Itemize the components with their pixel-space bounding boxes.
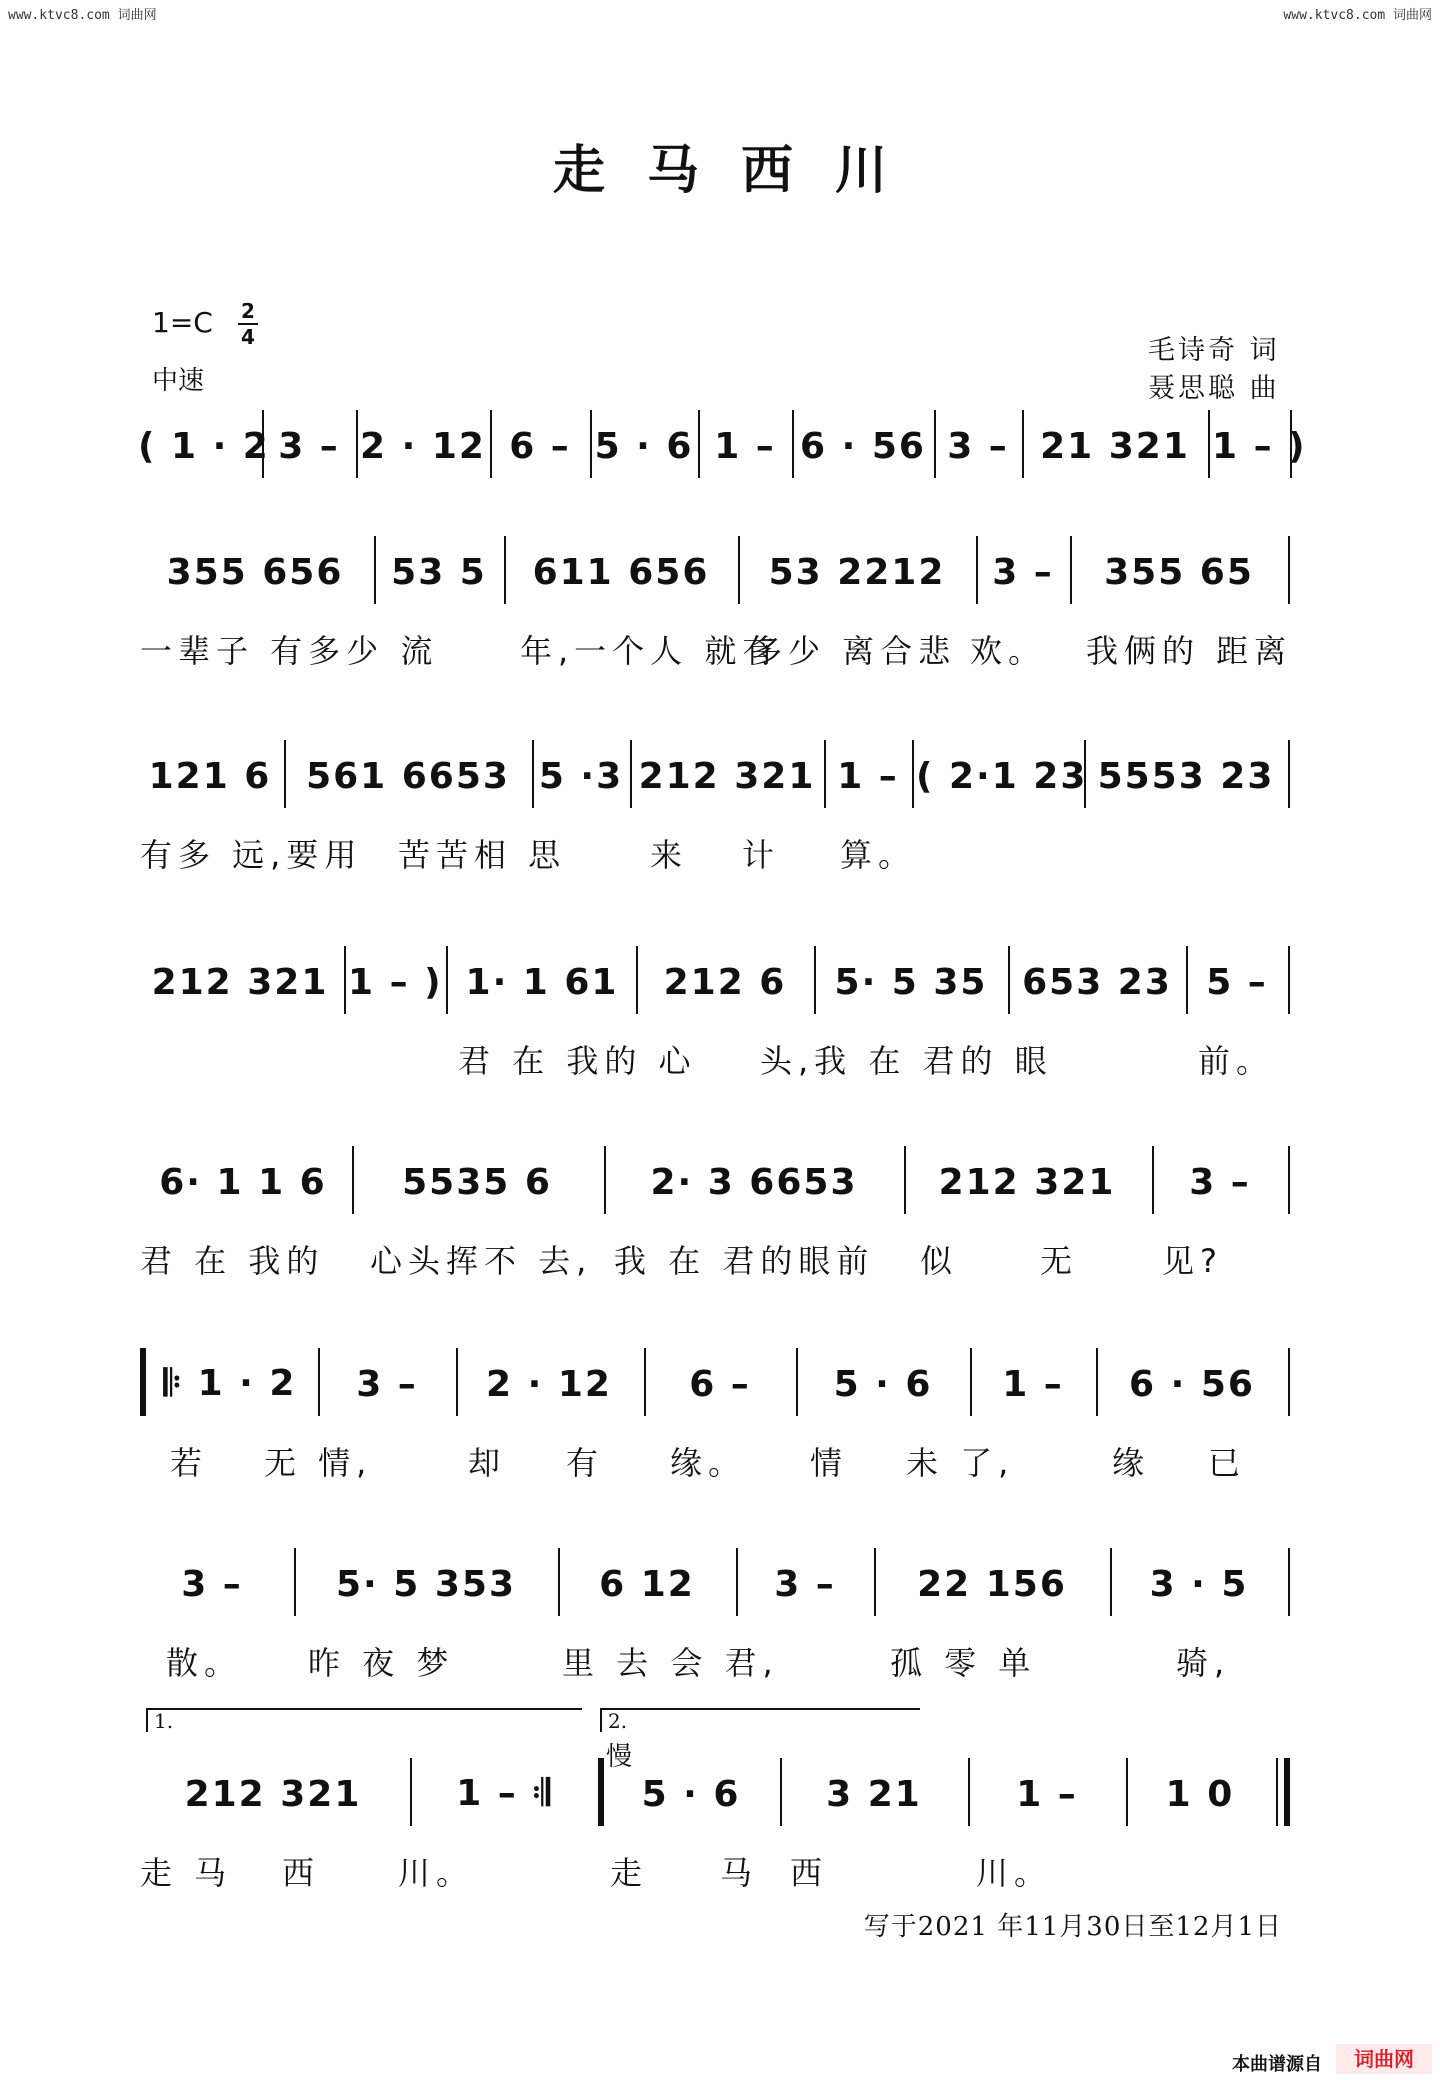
lyric-text: 我俩的 距离 (1086, 632, 1293, 670)
measure: 3 – (992, 551, 1054, 593)
lyric-text: 多少 离合悲 (750, 632, 957, 670)
measure: 3 – (278, 425, 340, 467)
volta-bracket-1: 1. (146, 1708, 582, 1732)
barline (698, 410, 700, 478)
measure: 611 656 (532, 551, 710, 593)
measure: 6 · 56 (1129, 1363, 1255, 1405)
barline (636, 946, 638, 1014)
barline (1288, 1348, 1290, 1416)
tempo-marking: 中速 (152, 366, 205, 396)
barline (294, 1548, 296, 1616)
measure: 653 23 (1022, 961, 1172, 1003)
barline (410, 1758, 412, 1826)
composer-credit: 聂思聪 曲 (1148, 373, 1280, 404)
lyric-text: 却 (468, 1444, 507, 1482)
barline (912, 740, 914, 808)
time-signature (236, 300, 260, 348)
measure: 6· 1 1 6 (159, 1161, 327, 1203)
barline (630, 740, 632, 808)
measure: ( 2·1 23 (916, 755, 1088, 797)
barline (1186, 946, 1188, 1014)
measure: 5 · 6 (833, 1363, 933, 1405)
barline (824, 740, 826, 808)
lyric-text: 西 (790, 1854, 829, 1892)
measure: 1 – (837, 755, 899, 797)
barline (590, 410, 592, 478)
barline (1110, 1548, 1112, 1616)
measure: 1 – (1016, 1773, 1078, 1815)
measure: 1· 1 61 (465, 961, 619, 1003)
watermark-right: www.ktvc8.com 词曲网 (1283, 8, 1432, 23)
barline (934, 410, 936, 478)
lyric-text: 有 (566, 1444, 605, 1482)
site-logo: 词曲网 (1336, 2044, 1432, 2074)
watermark-left: www.ktvc8.com 词曲网 (8, 8, 157, 23)
lyricist-credit: 毛诗奇 词 (1148, 335, 1280, 366)
measure: 212 321 (184, 1773, 362, 1815)
time-signature-bottom: 4 (241, 325, 255, 349)
song-title: 走马西川 (552, 141, 929, 201)
barline (874, 1548, 876, 1616)
barline (374, 536, 376, 604)
lyric-text: 似 (920, 1242, 959, 1280)
lyric-text: 有多 远,要用 (140, 836, 363, 874)
barline (1288, 740, 1290, 808)
measure: 5· 5 353 (336, 1563, 516, 1605)
lyric-text: 走 马 (140, 1854, 233, 1892)
barline (738, 536, 740, 604)
barline (970, 1348, 972, 1416)
lyric-text: 马 (720, 1854, 759, 1892)
measure: 6 – (689, 1363, 751, 1405)
barline (968, 1758, 970, 1826)
measure: 3 · 5 (1149, 1563, 1249, 1605)
barline (604, 1146, 606, 1214)
thick-barline (1284, 1758, 1290, 1826)
barline (1276, 1758, 1278, 1826)
measure: 3 – (1189, 1161, 1251, 1203)
measure: 355 65 (1104, 551, 1254, 593)
barline (1288, 536, 1290, 604)
lyric-text: 缘 (1112, 1444, 1151, 1482)
measure: 212 321 (151, 961, 329, 1003)
barline (1126, 1758, 1128, 1826)
measure: 1 – (714, 425, 776, 467)
barline (796, 1348, 798, 1416)
barline (1208, 410, 1210, 478)
barline (814, 946, 816, 1014)
lyric-text: 孤 零 单 (890, 1644, 1037, 1682)
lyric-text: 见? (1162, 1242, 1223, 1280)
measure: 21 321 (1040, 425, 1190, 467)
measure: 𝄆 1 · 2 (163, 1363, 297, 1404)
barline (1288, 1146, 1290, 1214)
measure: 1 – (1002, 1363, 1064, 1405)
barline (344, 946, 346, 1014)
key-signature: 1=C (152, 306, 213, 339)
lyric-text: 走 (610, 1854, 649, 1892)
measure: 3 – (947, 425, 1009, 467)
measure: 212 321 (938, 1161, 1116, 1203)
barline (262, 410, 264, 478)
measure: 5 · 6 (594, 425, 694, 467)
thick-barline (140, 1348, 146, 1416)
barline (780, 1758, 782, 1826)
barline (1096, 1348, 1098, 1416)
lyric-text: 情 (810, 1444, 849, 1482)
measure: 3 21 (826, 1773, 922, 1815)
measure: 355 656 (166, 551, 344, 593)
lyric-text: 头,我 在 君的 眼 (760, 1042, 1053, 1080)
measure: 3 – (181, 1563, 243, 1605)
measure: 2 · 12 (486, 1363, 612, 1405)
lyric-text: 年,一个人 就有 (520, 632, 781, 670)
barline (1084, 740, 1086, 808)
barline (792, 410, 794, 478)
slow-marking: 慢 (606, 1742, 633, 1772)
lyric-text: 一辈子 有多少 流 (140, 632, 439, 670)
barline (456, 1348, 458, 1416)
source-note: 本曲谱源自 (1232, 2054, 1322, 2075)
measure: 5 · 6 (641, 1773, 741, 1815)
composition-date: 写于2021 年11月30日至12月1日 (863, 1912, 1282, 1942)
lyric-text: 君 在 我的 心 (458, 1042, 697, 1080)
barline (1152, 1146, 1154, 1214)
measure: 5· 5 35 (834, 961, 988, 1003)
lyric-text: 无 情, (264, 1444, 373, 1482)
measure: 212 6 (663, 961, 787, 1003)
barline (1022, 410, 1024, 478)
measure: 22 156 (917, 1563, 1067, 1605)
barline (1070, 536, 1072, 604)
measure: 6 · 56 (800, 425, 926, 467)
lyric-text: 川。 (398, 1854, 475, 1892)
measure: 1 – ) (348, 961, 443, 1003)
lyric-text: 里 去 会 君, (562, 1644, 779, 1682)
lyric-text: 欢。 (970, 632, 1047, 670)
barline (490, 410, 492, 478)
measure: 2 · 12 (360, 425, 486, 467)
thick-barline (598, 1758, 604, 1826)
measure: 6 – (509, 425, 571, 467)
barline (356, 410, 358, 478)
measure: 3 – (356, 1363, 418, 1405)
barline (318, 1348, 320, 1416)
measure: 53 2212 (768, 551, 946, 593)
measure: 1 – ) (1212, 425, 1307, 467)
barline (352, 1146, 354, 1214)
measure: 212 321 (638, 755, 816, 797)
lyric-text: 无 (1040, 1242, 1079, 1280)
barline (532, 740, 534, 808)
lyric-text: 川。 (976, 1854, 1053, 1892)
barline (284, 740, 286, 808)
lyric-text: 苦苦相 思 (398, 836, 567, 874)
barline (644, 1348, 646, 1416)
measure: 6 12 (599, 1563, 695, 1605)
volta-bracket-2: 2. (600, 1708, 920, 1732)
barline (558, 1548, 560, 1616)
lyric-text: 君 在 我的 (140, 1242, 325, 1280)
lyric-text: 来 (650, 836, 689, 874)
lyric-text: 未 了, (906, 1444, 1015, 1482)
barline (736, 1548, 738, 1616)
measure: 5 – (1206, 961, 1268, 1003)
measure: 53 5 (391, 551, 487, 593)
lyric-text: 心头挥不 去, (370, 1242, 593, 1280)
measure: 2· 3 6653 (650, 1161, 858, 1203)
time-signature-top: 2 (241, 299, 255, 323)
barline (1290, 410, 1292, 478)
barline (1288, 946, 1290, 1014)
lyric-text: 若 (170, 1444, 209, 1482)
barline (976, 536, 978, 604)
barline (504, 536, 506, 604)
lyric-text: 缘。 (670, 1444, 747, 1482)
measure: 3 – (774, 1563, 836, 1605)
measure: 1 – 𝄇 (456, 1773, 552, 1814)
lyric-text: 前。 (1198, 1042, 1275, 1080)
lyric-text: 我 在 君的眼前 (614, 1242, 875, 1280)
lyric-text: 计 (742, 836, 781, 874)
measure: 5553 23 (1097, 755, 1275, 797)
lyric-text: 算。 (840, 836, 917, 874)
barline (904, 1146, 906, 1214)
measure: 561 6653 (306, 755, 510, 797)
barline (1008, 946, 1010, 1014)
measure: 1 0 (1165, 1773, 1235, 1815)
lyric-text: 西 (282, 1854, 321, 1892)
lyric-text: 昨 夜 梦 (308, 1644, 455, 1682)
lyric-text: 散。 (166, 1644, 243, 1682)
barline (446, 946, 448, 1014)
barline (1288, 1548, 1290, 1616)
measure: ( 1 · 2 (138, 425, 270, 467)
lyric-text: 骑, (1176, 1644, 1231, 1682)
lyric-text: 已 (1208, 1444, 1247, 1482)
measure: 5535 6 (402, 1161, 552, 1203)
measure: 5 ·3 (538, 755, 624, 797)
measure: 121 6 (148, 755, 272, 797)
